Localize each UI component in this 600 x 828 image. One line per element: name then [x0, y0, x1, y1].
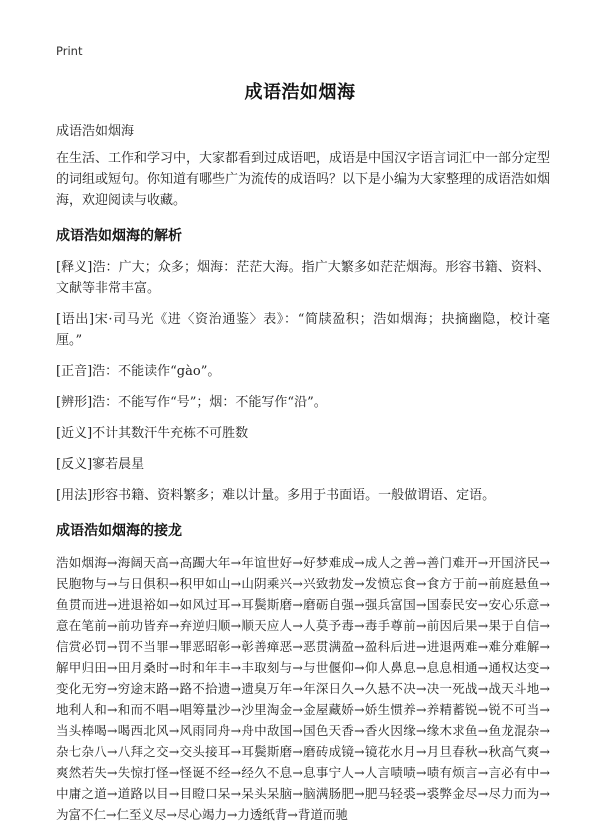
- intro-paragraph: 在生活、工作和学习中，大家都看到过成语吧，成语是中国汉字语言词汇中一部分定型的词组或短句。你知道有哪些广为流传的成语吗？以下是小编为大家整理的成语浩如烟海，欢迎阅读与收藏。: [56, 151, 551, 208]
- section-heading-analysis: 成语浩如烟海的解析: [56, 228, 182, 244]
- document-subtitle: 成语浩如烟海: [56, 124, 135, 139]
- antonyms-paragraph: [反义]寥若晨星: [56, 457, 145, 472]
- idiom-solitaire-text: 浩如烟海→海阔天高→高躅大年→年谊世好→好梦难成→成人之善→善门难开→开国济民→民胞物与→与日俱积→积甲如山→山阴乘兴→兴致勃发→发愤忘食→食方于前→前庭悬鱼→鱼贯而进→进退裕如→如风过耳→耳鬓斯磨→磨砺自强→强兵富国→国泰民安→安心乐意→意在笔前→前功皆弃→弃逆归顺→顺天应人→人莫予毒→毒手尊前→前因后果→果于自信→信赏必罚→罚不当罪→罪恶昭彰→彰善瘅恶→恶贯满盈→盈科后进→进退两难→难分难解→解甲归田→田月桑时→时和年丰→丰取刻与→与世偃仰→仰人鼻息→息息相通→通权达变→变化无穷→穷途末路→路不拾遗→遗臭万年→年深日久→久悬不决→决一死战→战天斗地→地利人和→和而不唱→唱筹量沙→沙里淘金→金屋藏娇→娇生惯养→养精蓄锐→锐不可当→当头棒喝→喝西北风→风雨同舟→舟中敌国→国色天香→香火因缘→缘木求鱼→鱼龙混杂→杂七杂八→八拜之交→交头接耳→耳鬓斯磨→磨砖成镜→镜花水月→月旦春秋→秋高气爽→爽然若失→失惊打怪→怪诞不经→经久不息→息事宁人→人言啧啧→啧有烦言→言必有中→中庸之道→道路以目→目瞪口呆→呆头呆脑→脑满肠肥→肥马轻裘→裘弊金尽→尽力而为→为富不仁→仁至义尽→尽心竭力→力透纸背→背道而驰: [56, 555, 550, 822]
- usage-paragraph: [用法]形容书籍、资料繁多；难以计量。多用于书面语。一般做谓语、定语。: [56, 488, 496, 503]
- pronunciation-paragraph: [正音]浩：不能读作“gào”。: [56, 364, 221, 379]
- definition-paragraph: [释义]浩：广大；众多；烟海：茫茫大海。指广大繁多如茫茫烟海。形容书籍、资料、文献等非常丰富。: [56, 260, 550, 296]
- source-paragraph: [语出]宋·司马光《进〈资治通鉴〉表》：“简牍盈积；浩如烟海；抉摘幽隐，校计毫厘。”: [56, 312, 550, 348]
- form-distinction-paragraph: [辨形]浩：不能写作“号”；烟：不能写作“沿”。: [56, 395, 327, 410]
- page-title: 成语浩如烟海: [244, 82, 356, 103]
- synonyms-paragraph: [近义]不计其数汗牛充栋不可胜数: [56, 426, 249, 441]
- section-heading-solitaire: 成语浩如烟海的接龙: [56, 523, 182, 539]
- print-link[interactable]: Print: [56, 44, 83, 58]
- document-body: [56, 148, 550, 825]
